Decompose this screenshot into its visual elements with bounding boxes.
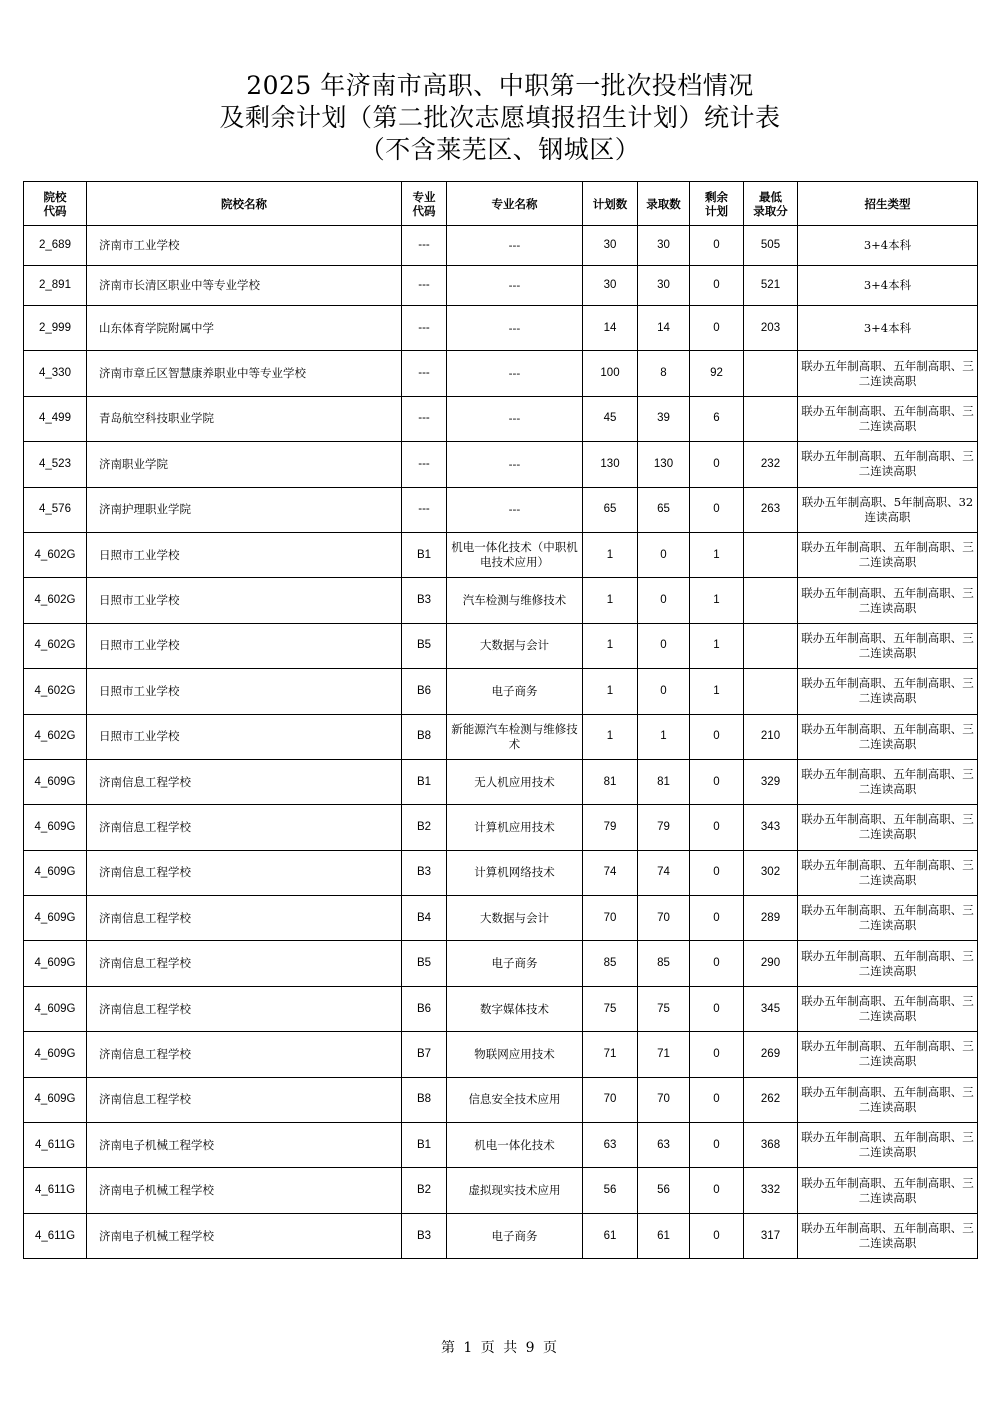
admitted-cell: 30: [638, 266, 690, 306]
admission-type-cell: 联办五年制高职、五年制高职、三二连读高职: [798, 532, 978, 577]
plan-cell: 75: [583, 986, 638, 1031]
remaining-cell: 0: [690, 941, 744, 986]
major-code-cell: B7: [402, 1032, 447, 1077]
table-row: [24, 714, 978, 759]
school-name-cell: 济南市工业学校: [87, 226, 402, 266]
major-name-cell: 电子商务: [447, 941, 583, 986]
table-row: [24, 306, 978, 351]
school-code-cell: 4_611G: [24, 1123, 87, 1168]
major-name-cell: 大数据与会计: [447, 623, 583, 668]
remaining-cell: 1: [690, 578, 744, 623]
school-code-cell: 4_609G: [24, 941, 87, 986]
school-code-cell: 4_611G: [24, 1168, 87, 1213]
admitted-cell: 75: [638, 986, 690, 1031]
table-row: [24, 1032, 978, 1077]
major-name-cell: ---: [447, 306, 583, 351]
admitted-cell: 30: [638, 226, 690, 266]
admission-type-cell: 联办五年制高职、五年制高职、三二连读高职: [798, 1213, 978, 1258]
remaining-cell: 0: [690, 896, 744, 941]
admitted-cell: 71: [638, 1032, 690, 1077]
table-row: [24, 532, 978, 577]
major-name-cell: 汽车检测与维修技术: [447, 578, 583, 623]
admission-type-cell: 联办五年制高职、五年制高职、三二连读高职: [798, 1077, 978, 1122]
min-score-cell: 368: [744, 1123, 798, 1168]
title-line-3: （不含莱芜区、钢城区）: [359, 135, 641, 164]
major-code-cell: ---: [402, 351, 447, 396]
plan-cell: 100: [583, 351, 638, 396]
admitted-cell: 61: [638, 1213, 690, 1258]
min-score-cell: 521: [744, 266, 798, 306]
plan-cell: 81: [583, 759, 638, 804]
school-code-cell: 4_609G: [24, 1077, 87, 1122]
admission-type-cell: 联办五年制高职、五年制高职、三二连读高职: [798, 1123, 978, 1168]
school-name-cell: 日照市工业学校: [87, 669, 402, 714]
major-name-cell: ---: [447, 487, 583, 532]
min-score-cell: 329: [744, 759, 798, 804]
admission-type-cell: 3+4本科: [798, 226, 978, 266]
admitted-cell: 85: [638, 941, 690, 986]
header-major-code: 专业 代码: [402, 182, 447, 226]
major-code-cell: B6: [402, 669, 447, 714]
school-name-cell: 济南职业学院: [87, 442, 402, 487]
table-row: [24, 1077, 978, 1122]
major-code-cell: B3: [402, 850, 447, 895]
school-code-cell: 4_602G: [24, 669, 87, 714]
school-code-cell: 4_523: [24, 442, 87, 487]
major-code-cell: B5: [402, 623, 447, 668]
major-code-cell: ---: [402, 487, 447, 532]
admitted-cell: 74: [638, 850, 690, 895]
min-score-cell: 232: [744, 442, 798, 487]
school-code-cell: 4_499: [24, 396, 87, 441]
title-line-1: 2025 年济南市高职、中职第一批次投档情况: [246, 71, 754, 100]
major-name-cell: 计算机网络技术: [447, 850, 583, 895]
admission-type-cell: 联办五年制高职、五年制高职、三二连读高职: [798, 1032, 978, 1077]
min-score-cell: 210: [744, 714, 798, 759]
admission-type-cell: 联办五年制高职、五年制高职、三二连读高职: [798, 1168, 978, 1213]
school-name-cell: 济南信息工程学校: [87, 941, 402, 986]
school-name-cell: 济南信息工程学校: [87, 1032, 402, 1077]
remaining-cell: 0: [690, 986, 744, 1031]
major-name-cell: 电子商务: [447, 1213, 583, 1258]
table-header-row: [24, 182, 978, 226]
min-score-cell: 263: [744, 487, 798, 532]
remaining-cell: 0: [690, 850, 744, 895]
admitted-cell: 79: [638, 805, 690, 850]
remaining-cell: 0: [690, 1077, 744, 1122]
plan-cell: 1: [583, 532, 638, 577]
admission-type-cell: 联办五年制高职、五年制高职、三二连读高职: [798, 850, 978, 895]
header-plan: 计划数: [583, 182, 638, 226]
school-code-cell: 4_330: [24, 351, 87, 396]
school-name-cell: 济南市长清区职业中等专业学校: [87, 266, 402, 306]
remaining-cell: 92: [690, 351, 744, 396]
remaining-cell: 0: [690, 226, 744, 266]
min-score-cell: 290: [744, 941, 798, 986]
min-score-cell: 332: [744, 1168, 798, 1213]
remaining-cell: 0: [690, 1123, 744, 1168]
min-score-cell: [744, 669, 798, 714]
min-score-cell: [744, 532, 798, 577]
major-name-cell: 物联网应用技术: [447, 1032, 583, 1077]
min-score-cell: 505: [744, 226, 798, 266]
school-code-cell: 4_602G: [24, 623, 87, 668]
major-code-cell: B3: [402, 1213, 447, 1258]
plan-cell: 85: [583, 941, 638, 986]
header-admitted: 录取数: [638, 182, 690, 226]
major-code-cell: B5: [402, 941, 447, 986]
school-name-cell: 济南信息工程学校: [87, 986, 402, 1031]
major-name-cell: 机电一体化技术: [447, 1123, 583, 1168]
major-name-cell: ---: [447, 351, 583, 396]
table-row: [24, 759, 978, 804]
plan-cell: 79: [583, 805, 638, 850]
school-name-cell: 济南电子机械工程学校: [87, 1123, 402, 1168]
admission-type-cell: 联办五年制高职、五年制高职、三二连读高职: [798, 805, 978, 850]
major-name-cell: 电子商务: [447, 669, 583, 714]
school-code-cell: 2_999: [24, 306, 87, 351]
plan-cell: 45: [583, 396, 638, 441]
plan-cell: 130: [583, 442, 638, 487]
admitted-cell: 81: [638, 759, 690, 804]
plan-cell: 14: [583, 306, 638, 351]
admission-type-cell: 联办五年制高职、5年制高职、32连读高职: [798, 487, 978, 532]
major-name-cell: 无人机应用技术: [447, 759, 583, 804]
plan-cell: 30: [583, 226, 638, 266]
school-name-cell: 日照市工业学校: [87, 623, 402, 668]
admission-type-cell: 3+4本科: [798, 306, 978, 351]
school-code-cell: 4_609G: [24, 896, 87, 941]
remaining-cell: 0: [690, 306, 744, 351]
header-remaining: 剩余 计划: [690, 182, 744, 226]
remaining-cell: 0: [690, 1168, 744, 1213]
school-name-cell: 济南电子机械工程学校: [87, 1213, 402, 1258]
plan-cell: 71: [583, 1032, 638, 1077]
plan-cell: 70: [583, 896, 638, 941]
admitted-cell: 8: [638, 351, 690, 396]
plan-cell: 1: [583, 669, 638, 714]
admission-type-cell: 联办五年制高职、五年制高职、三二连读高职: [798, 669, 978, 714]
school-code-cell: 4_611G: [24, 1213, 87, 1258]
plan-cell: 70: [583, 1077, 638, 1122]
table-row: [24, 805, 978, 850]
min-score-cell: [744, 396, 798, 441]
min-score-cell: 302: [744, 850, 798, 895]
plan-cell: 74: [583, 850, 638, 895]
school-name-cell: 青岛航空科技职业学院: [87, 396, 402, 441]
admission-type-cell: 联办五年制高职、五年制高职、三二连读高职: [798, 896, 978, 941]
admission-type-cell: 3+4本科: [798, 266, 978, 306]
plan-cell: 61: [583, 1213, 638, 1258]
school-name-cell: 济南信息工程学校: [87, 759, 402, 804]
school-code-cell: 4_602G: [24, 578, 87, 623]
major-name-cell: 虚拟现实技术应用: [447, 1168, 583, 1213]
plan-cell: 65: [583, 487, 638, 532]
major-code-cell: B8: [402, 714, 447, 759]
school-code-cell: 2_891: [24, 266, 87, 306]
school-code-cell: 4_602G: [24, 714, 87, 759]
major-code-cell: B4: [402, 896, 447, 941]
school-code-cell: 4_602G: [24, 532, 87, 577]
remaining-cell: 1: [690, 532, 744, 577]
admission-type-cell: 联办五年制高职、五年制高职、三二连读高职: [798, 578, 978, 623]
major-code-cell: B3: [402, 578, 447, 623]
major-code-cell: ---: [402, 396, 447, 441]
admitted-cell: 0: [638, 532, 690, 577]
header-school-name: 院校名称: [87, 182, 402, 226]
remaining-cell: 0: [690, 714, 744, 759]
table-row: [24, 669, 978, 714]
school-name-cell: 山东体育学院附属中学: [87, 306, 402, 351]
plan-cell: 1: [583, 714, 638, 759]
min-score-cell: 343: [744, 805, 798, 850]
header-school-code: 院校 代码: [24, 182, 87, 226]
admitted-cell: 65: [638, 487, 690, 532]
major-code-cell: B1: [402, 759, 447, 804]
admission-type-cell: 联办五年制高职、五年制高职、三二连读高职: [798, 623, 978, 668]
school-name-cell: 济南信息工程学校: [87, 850, 402, 895]
table-row: [24, 396, 978, 441]
major-code-cell: B2: [402, 1168, 447, 1213]
school-name-cell: 日照市工业学校: [87, 532, 402, 577]
title-line-2: 及剩余计划（第二批次志愿填报招生计划）统计表: [219, 103, 781, 132]
admission-type-cell: 联办五年制高职、五年制高职、三二连读高职: [798, 941, 978, 986]
remaining-cell: 6: [690, 396, 744, 441]
school-code-cell: 4_609G: [24, 850, 87, 895]
table-row: [24, 623, 978, 668]
major-code-cell: ---: [402, 266, 447, 306]
table-row: [24, 266, 978, 306]
document-title: [0, 70, 1000, 166]
admitted-cell: 0: [638, 623, 690, 668]
major-code-cell: ---: [402, 306, 447, 351]
min-score-cell: 262: [744, 1077, 798, 1122]
table-row: [24, 442, 978, 487]
admission-type-cell: 联办五年制高职、五年制高职、三二连读高职: [798, 351, 978, 396]
admitted-cell: 1: [638, 714, 690, 759]
admission-stats-table: [23, 181, 978, 1259]
remaining-cell: 0: [690, 487, 744, 532]
major-name-cell: ---: [447, 442, 583, 487]
major-code-cell: B2: [402, 805, 447, 850]
school-name-cell: 济南电子机械工程学校: [87, 1168, 402, 1213]
school-name-cell: 日照市工业学校: [87, 578, 402, 623]
table-row: [24, 986, 978, 1031]
school-name-cell: 日照市工业学校: [87, 714, 402, 759]
table-row: [24, 226, 978, 266]
major-code-cell: B1: [402, 532, 447, 577]
plan-cell: 1: [583, 578, 638, 623]
remaining-cell: 0: [690, 805, 744, 850]
school-code-cell: 4_609G: [24, 805, 87, 850]
major-name-cell: 机电一体化技术（中职机电技术应用）: [447, 532, 583, 577]
table-row: [24, 941, 978, 986]
table-row: [24, 850, 978, 895]
page-footer: 第 1 页 共 9 页: [440, 1340, 560, 1356]
major-code-cell: ---: [402, 226, 447, 266]
admitted-cell: 70: [638, 896, 690, 941]
major-code-cell: B6: [402, 986, 447, 1031]
school-name-cell: 济南信息工程学校: [87, 805, 402, 850]
remaining-cell: 1: [690, 669, 744, 714]
plan-cell: 1: [583, 623, 638, 668]
admission-type-cell: 联办五年制高职、五年制高职、三二连读高职: [798, 986, 978, 1031]
plan-cell: 56: [583, 1168, 638, 1213]
major-name-cell: ---: [447, 396, 583, 441]
plan-cell: 63: [583, 1123, 638, 1168]
school-name-cell: 济南信息工程学校: [87, 1077, 402, 1122]
table-row: [24, 1213, 978, 1258]
admission-type-cell: 联办五年制高职、五年制高职、三二连读高职: [798, 759, 978, 804]
remaining-cell: 0: [690, 1032, 744, 1077]
school-name-cell: 济南护理职业学院: [87, 487, 402, 532]
remaining-cell: 0: [690, 1213, 744, 1258]
min-score-cell: [744, 351, 798, 396]
admission-type-cell: 联办五年制高职、五年制高职、三二连读高职: [798, 714, 978, 759]
admission-type-cell: 联办五年制高职、五年制高职、三二连读高职: [798, 442, 978, 487]
major-code-cell: B8: [402, 1077, 447, 1122]
table-row: [24, 578, 978, 623]
major-code-cell: ---: [402, 442, 447, 487]
remaining-cell: 0: [690, 759, 744, 804]
remaining-cell: 0: [690, 442, 744, 487]
admitted-cell: 0: [638, 669, 690, 714]
major-name-cell: 数字媒体技术: [447, 986, 583, 1031]
admitted-cell: 63: [638, 1123, 690, 1168]
major-name-cell: 信息安全技术应用: [447, 1077, 583, 1122]
remaining-cell: 0: [690, 266, 744, 306]
admitted-cell: 14: [638, 306, 690, 351]
school-code-cell: 4_576: [24, 487, 87, 532]
admitted-cell: 0: [638, 578, 690, 623]
min-score-cell: 345: [744, 986, 798, 1031]
min-score-cell: [744, 578, 798, 623]
min-score-cell: 203: [744, 306, 798, 351]
school-code-cell: 4_609G: [24, 986, 87, 1031]
admitted-cell: 56: [638, 1168, 690, 1213]
table-row: [24, 351, 978, 396]
header-type: 招生类型: [798, 182, 978, 226]
school-name-cell: 济南市章丘区智慧康养职业中等专业学校: [87, 351, 402, 396]
school-code-cell: 4_609G: [24, 1032, 87, 1077]
header-major-name: 专业名称: [447, 182, 583, 226]
table-row: [24, 1168, 978, 1213]
min-score-cell: 289: [744, 896, 798, 941]
school-code-cell: 4_609G: [24, 759, 87, 804]
table-row: [24, 896, 978, 941]
plan-cell: 30: [583, 266, 638, 306]
remaining-cell: 1: [690, 623, 744, 668]
major-name-cell: ---: [447, 226, 583, 266]
admission-type-cell: 联办五年制高职、五年制高职、三二连读高职: [798, 396, 978, 441]
major-code-cell: B1: [402, 1123, 447, 1168]
major-name-cell: ---: [447, 266, 583, 306]
admitted-cell: 130: [638, 442, 690, 487]
min-score-cell: 317: [744, 1213, 798, 1258]
table-body: [24, 226, 978, 1259]
major-name-cell: 计算机应用技术: [447, 805, 583, 850]
min-score-cell: [744, 623, 798, 668]
major-name-cell: 大数据与会计: [447, 896, 583, 941]
min-score-cell: 269: [744, 1032, 798, 1077]
table-row: [24, 487, 978, 532]
admitted-cell: 39: [638, 396, 690, 441]
school-code-cell: 2_689: [24, 226, 87, 266]
table-row: [24, 1123, 978, 1168]
admitted-cell: 70: [638, 1077, 690, 1122]
school-name-cell: 济南信息工程学校: [87, 896, 402, 941]
header-min-score: 最低 录取分: [744, 182, 798, 226]
major-name-cell: 新能源汽车检测与维修技术: [447, 714, 583, 759]
